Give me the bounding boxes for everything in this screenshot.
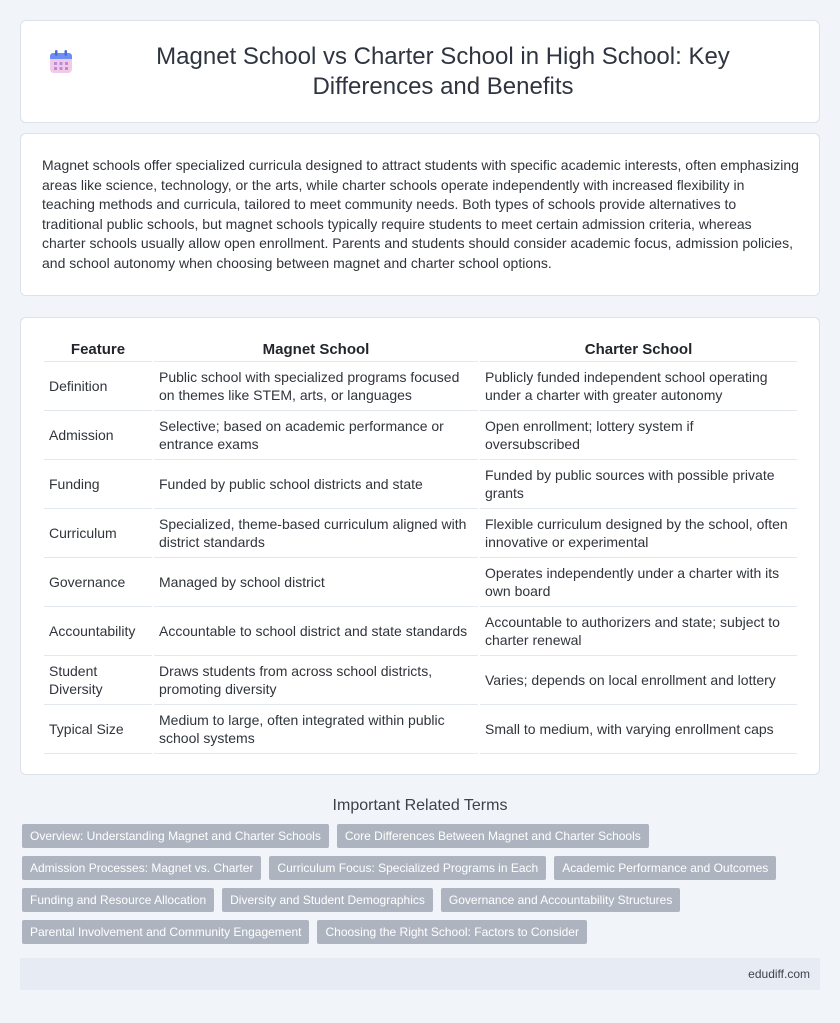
row-feature: Curriculum xyxy=(44,509,152,558)
table-row xyxy=(44,460,797,509)
row-magnet: Public school with specialized programs focused on themes like STEM, arts, or languages xyxy=(154,362,478,411)
row-charter: Open enrollment; lottery system if oversubscribed xyxy=(480,411,797,460)
row-charter: Funded by public sources with possible private grants xyxy=(480,460,797,509)
header-charter-school: Charter School xyxy=(480,336,797,362)
related-term-tag[interactable]: Admission Processes: Magnet vs. Charter xyxy=(22,856,261,880)
related-term-tag[interactable]: Overview: Understanding Magnet and Charter Schools xyxy=(22,824,329,848)
row-charter: Publicly funded independent school operating under a charter with greater autonomy xyxy=(480,362,797,411)
row-magnet: Draws students from across school districts, promoting diversity xyxy=(154,656,478,705)
row-charter: Operates independently under a charter with its own board xyxy=(480,558,797,607)
comparison-table xyxy=(42,336,799,754)
row-feature: Accountability xyxy=(44,607,152,656)
related-term-tag[interactable]: Core Differences Between Magnet and Charter Schools xyxy=(337,824,649,848)
related-term-tag[interactable]: Curriculum Focus: Specialized Programs in Each xyxy=(269,856,546,880)
comparison-table-card xyxy=(20,317,820,775)
row-magnet: Accountable to school district and state standards xyxy=(154,607,478,656)
row-feature: Typical Size xyxy=(44,705,152,754)
row-magnet: Managed by school district xyxy=(154,558,478,607)
table-row xyxy=(44,362,797,411)
row-magnet: Medium to large, often integrated within public school systems xyxy=(154,705,478,754)
table-row xyxy=(44,656,797,705)
related-term-tag[interactable]: Governance and Accountability Structures xyxy=(441,888,680,912)
row-magnet: Funded by public school districts and state xyxy=(154,460,478,509)
related-term-tag[interactable]: Funding and Resource Allocation xyxy=(22,888,214,912)
table-row xyxy=(44,607,797,656)
footer xyxy=(20,958,820,990)
related-term-tag[interactable]: Diversity and Student Demographics xyxy=(222,888,433,912)
row-magnet: Selective; based on academic performance or entrance exams xyxy=(154,411,478,460)
row-charter: Flexible curriculum designed by the school, often innovative or experimental xyxy=(480,509,797,558)
summary-text: Magnet schools offer specialized curricula designed to attract students with specific academic interests, often emphasizing areas like science, technology, or the arts, while charter schools operate independently with increased flexibility in teaching methods and curricula, tailored to meet community needs. Both types of schools provide alternatives to traditional public schools, but magnet schools typically require students to meet certain admission criteria, whereas charter schools usually allow open enrollment. Parents and students should consider academic focus, admission policies, and school autonomy when choosing between magnet and charter school options. xyxy=(42,157,799,271)
header-card xyxy=(20,20,820,123)
header-magnet-school: Magnet School xyxy=(154,336,478,362)
related-term-tag[interactable]: Choosing the Right School: Factors to Consider xyxy=(317,920,586,944)
table-row xyxy=(44,705,797,754)
footer-site[interactable]: edudiff.com xyxy=(748,967,810,981)
table-row xyxy=(44,509,797,558)
row-feature: Governance xyxy=(44,558,152,607)
row-feature: Definition xyxy=(44,362,152,411)
table-row xyxy=(44,558,797,607)
row-charter: Accountable to authorizers and state; subject to charter renewal xyxy=(480,607,797,656)
row-charter: Small to medium, with varying enrollment caps xyxy=(480,705,797,754)
header-inner xyxy=(47,42,793,102)
header-feature: Feature xyxy=(44,336,152,362)
row-feature: Admission xyxy=(44,411,152,460)
related-terms-title: Important Related Terms xyxy=(332,797,508,814)
related-term-tag[interactable]: Parental Involvement and Community Engagement xyxy=(22,920,309,944)
row-feature: Student Diversity xyxy=(44,656,152,705)
table-row xyxy=(44,411,797,460)
table-header-row xyxy=(44,336,797,362)
related-terms-section xyxy=(0,796,840,944)
related-terms-tags xyxy=(22,824,818,944)
summary-card xyxy=(20,133,820,296)
related-term-tag[interactable]: Academic Performance and Outcomes xyxy=(554,856,776,880)
row-magnet: Specialized, theme-based curriculum aligned with district standards xyxy=(154,509,478,558)
row-charter: Varies; depends on local enrollment and lottery xyxy=(480,656,797,705)
page-title: Magnet School vs Charter School in High School: Key Differences and Benefits xyxy=(156,42,730,100)
row-feature: Funding xyxy=(44,460,152,509)
calendar-icon xyxy=(47,48,75,76)
